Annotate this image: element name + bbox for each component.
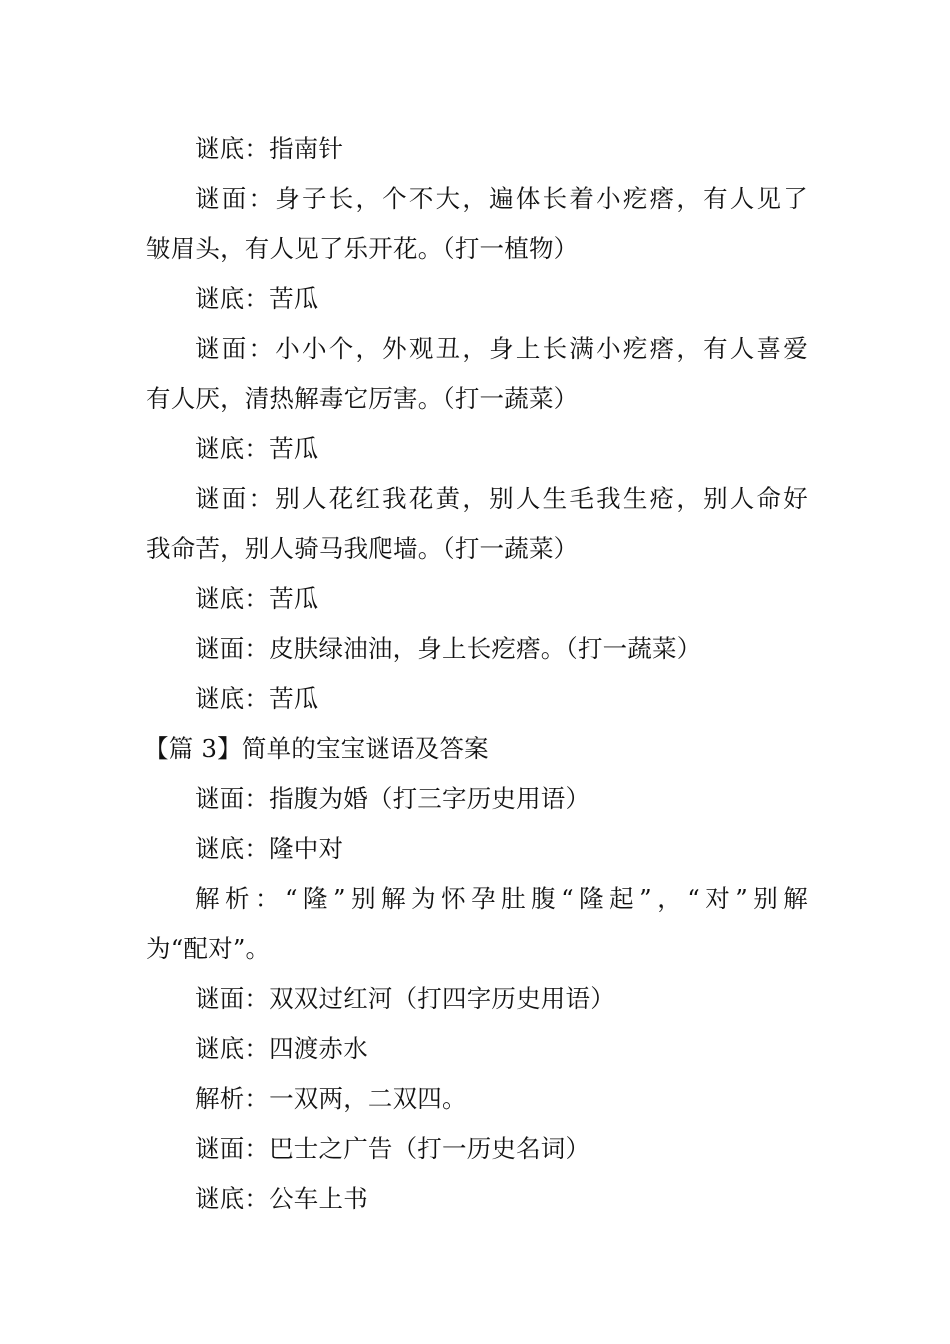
answer-line: 谜底：苦瓜 [195, 434, 319, 463]
document-page [146, 124, 808, 1224]
riddle-line-continued: 皱眉头，有人见了乐开花。（打一植物） [146, 234, 579, 263]
riddle-line: 谜面：身子长，个不大，遍体长着小疙瘩，有人见了 [195, 184, 808, 213]
riddle-line: 谜面：双双过红河（打四字历史用语） [195, 984, 615, 1013]
answer-line: 谜底：苦瓜 [195, 684, 319, 713]
explanation-line: 解析：一双两，二双四。 [195, 1084, 467, 1113]
answer-line: 谜底：苦瓜 [195, 284, 319, 313]
riddle-line: 谜面：小小个，外观丑，身上长满小疙瘩，有人喜爱 [195, 334, 808, 363]
explanation-line: 解析：“隆”别解为怀孕肚腹“隆起”，“对”别解 [195, 884, 808, 913]
riddle-line-continued: 有人厌，清热解毒它厉害。（打一蔬菜） [146, 384, 579, 413]
riddle-line: 谜面：别人花红我花黄，别人生毛我生疮，别人命好 [195, 484, 808, 513]
section-heading: 【篇 3】简单的宝宝谜语及答案 [144, 734, 489, 763]
answer-line: 谜底：苦瓜 [195, 584, 319, 613]
answer-line: 谜底：公车上书 [195, 1184, 368, 1213]
explanation-line-continued: 为“配对”。 [146, 934, 271, 963]
answer-line: 谜底：隆中对 [195, 834, 344, 863]
riddle-line: 谜面：皮肤绿油油，身上长疙瘩。（打一蔬菜） [195, 634, 702, 663]
riddle-line-continued: 我命苦，别人骑马我爬墙。（打一蔬菜） [146, 534, 579, 563]
riddle-line: 谜面：巴士之广告（打一历史名词） [195, 1134, 591, 1163]
answer-line: 谜底：四渡赤水 [195, 1034, 368, 1063]
answer-line: 谜底：指南针 [195, 134, 344, 163]
riddle-line: 谜面：指腹为婚（打三字历史用语） [195, 784, 591, 813]
